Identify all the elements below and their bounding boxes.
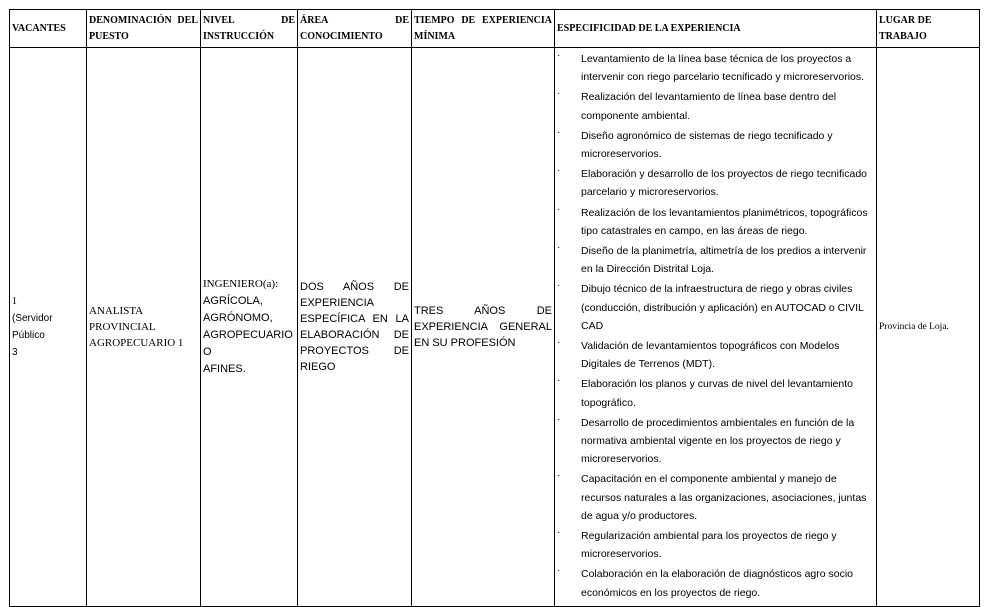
list-item: · Desarrollo de procedimientos ambientales en función de la normativa ambiental vigente en los proyectos de riego y microreservorios. [557, 413, 855, 466]
header-lugar: LUGAR DE TRABAJO [877, 10, 980, 48]
cell-tiempo-experiencia: TRES AÑOS DE EXPERIENCIA GENERAL EN SU PROFESIÓN [412, 48, 555, 607]
cell-lugar-trabajo: Provincia de Loja. [877, 48, 980, 607]
list-item: · Regularización ambiental para los proyectos de riego y microreservorios. [557, 527, 837, 561]
header-denominacion: DENOMINACIÓN DEL PUESTO [87, 10, 201, 48]
header-tiempo: TIEMPO DE EXPERIENCIA MÍNIMA [412, 10, 555, 48]
cell-vacantes: 1 (Servidor Público 3 [10, 48, 87, 607]
list-item: · Dibujo técnico de la infraestructura de riego y obras civiles (conducción, distribución y aplicación) en AUTOCAD o CIVIL CAD [557, 280, 864, 332]
header-area: ÁREA DE CONOCIMIENTO [298, 10, 412, 48]
especificidad-list [557, 50, 874, 602]
header-row [10, 10, 980, 48]
cell-area-conocimiento: DOS AÑOS DE EXPERIENCIA ESPECÍFICA EN LA ELABORACIÓN DE PROYECTOS DE RIEGO [298, 48, 412, 607]
header-nivel: NIVEL DE INSTRUCCIÓN [201, 10, 298, 48]
list-item: · Colaboración en la elaboración de diagnósticos agro socio económicos en los proyectos de riego. [557, 565, 854, 599]
list-item: · Diseño de la planimetría, altimetría de los predios a intervenir en la Dirección Distrital Loja. [557, 242, 867, 276]
cell-puesto: ANALISTA PROVINCIAL AGROPECUARIO 1 [87, 48, 201, 607]
list-item: · Elaboración y desarrollo de los proyectos de riego tecnificado parcelario y microreservorios. [557, 165, 867, 199]
job-requirements-table [9, 9, 980, 607]
list-item: · Realización de los levantamientos planimétricos, topográficos tipo catastrales en campo, en las áreas de riego. [557, 203, 868, 237]
list-item: · Diseño agronómico de sistemas de riego tecnificado y microreservorios. [557, 126, 833, 161]
list-item: · Realización del levantamiento de línea base dentro del componente ambiental. [557, 88, 837, 122]
list-item: · Validación de levantamientos topográficos con Modelos Digitales de Terrenos (MDT). [557, 337, 840, 371]
header-especificidad: ESPECIFICIDAD DE LA EXPERIENCIA [555, 10, 877, 48]
table-row [10, 48, 980, 607]
list-item: · Levantamiento de la línea base técnica de los proyectos a intervenir con riego parcelario tecnificado y microreservorios. [557, 50, 865, 84]
list-item: · Elaboración los planos y curvas de nivel del levantamiento topográfico. [557, 375, 853, 409]
cell-nivel-instruccion: INGENIERO(a): AGRÍCOLA, AGRÓNOMO, AGROPECUARIO O AFINES. [201, 48, 298, 607]
list-item: · Capacitación en el componente ambiental y manejo de recursos naturales a las organizaciones, asociaciones, juntas de agua y/o productores. [557, 470, 867, 522]
cell-especificidad [555, 48, 877, 607]
header-vacantes: VACANTES [10, 10, 87, 48]
